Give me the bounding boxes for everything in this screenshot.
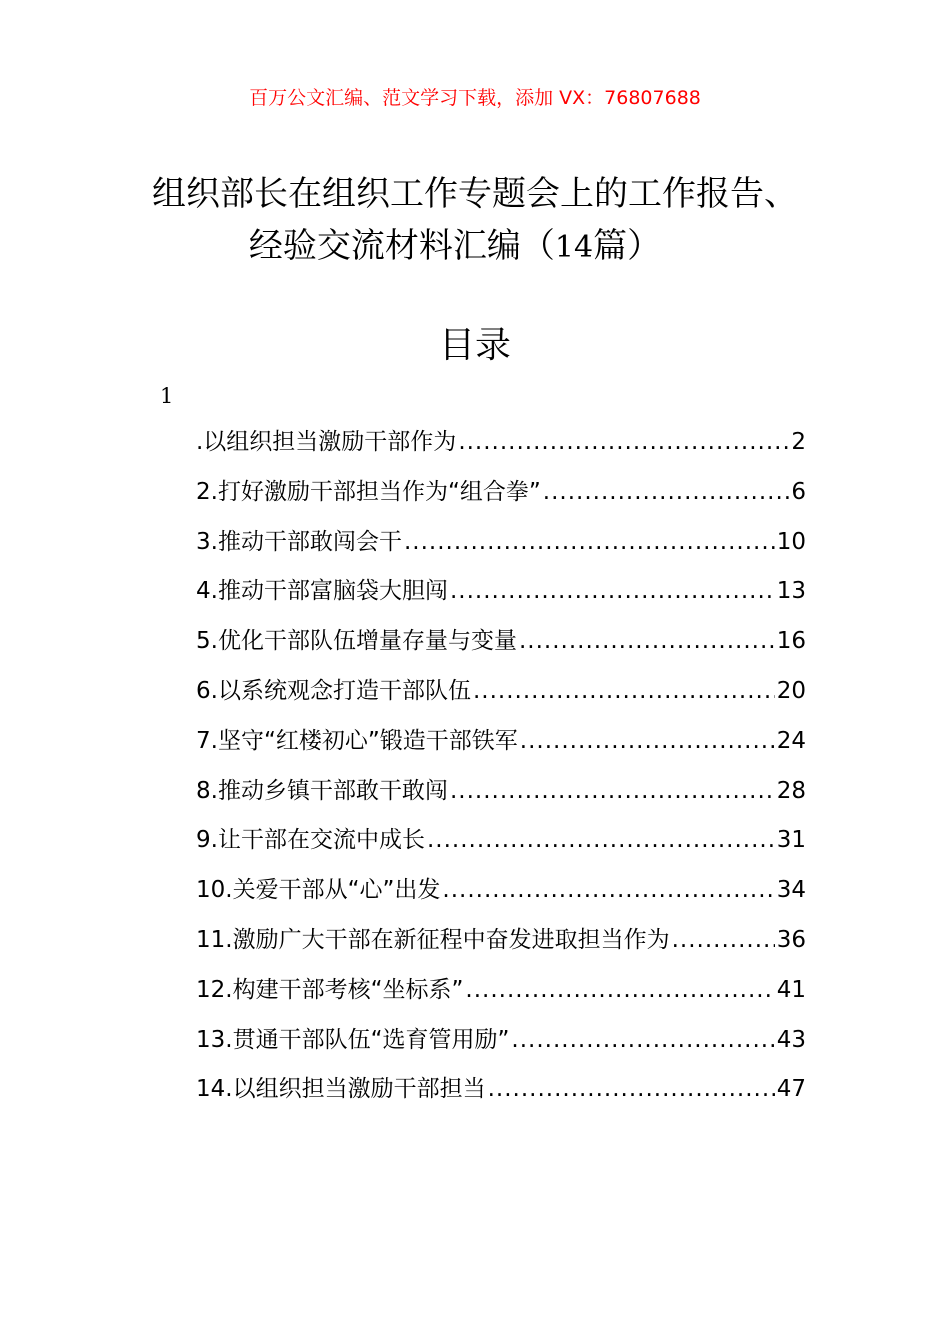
- title-line-1: 组织部长在组织工作专题会上的工作报告、: [152, 174, 798, 214]
- toc-dot-leader: [450, 567, 775, 617]
- toc-dot-leader: [404, 518, 775, 568]
- toc-entry-page: 6: [791, 478, 806, 505]
- toc-entry-title: 11.激励广大干部在新征程中奋发进取担当作为: [196, 926, 670, 953]
- toc-entry-title: 10.关爱干部从“心”出发: [196, 877, 441, 904]
- title-line-2: [0, 220, 950, 274]
- toc-dot-leader: [488, 1065, 775, 1115]
- page-marker: 1: [160, 384, 174, 408]
- title-line-2-suffix: 篇）: [593, 226, 662, 266]
- toc-entry-title: 14.以组织担当激励干部担当: [196, 1076, 486, 1103]
- toc-entry[interactable]: [196, 667, 806, 717]
- toc-dot-leader: [442, 866, 774, 916]
- toc-dot-leader: [520, 717, 775, 767]
- toc-dot-leader: [473, 667, 775, 717]
- table-of-contents: [196, 418, 806, 1115]
- toc-entry-title: 3.推动干部敢闯会干: [196, 528, 402, 555]
- toc-dot-leader: [519, 617, 775, 667]
- toc-dot-leader: [511, 1016, 774, 1066]
- toc-entry-title: 13.贯通干部队伍“选育管用励”: [196, 1026, 510, 1053]
- toc-entry-title: 6.以系统观念打造干部队伍: [196, 677, 471, 704]
- toc-entry[interactable]: [196, 1016, 806, 1066]
- toc-entry[interactable]: [196, 1065, 806, 1115]
- toc-heading: 目录: [438, 325, 511, 366]
- toc-entry-page: 24: [776, 727, 806, 754]
- toc-entry-page: 2: [791, 429, 806, 455]
- toc-entry-title: 4.推动干部富脑袋大胆闯: [196, 578, 448, 605]
- toc-dot-leader: [458, 418, 789, 468]
- toc-entry-page: 34: [776, 877, 806, 904]
- toc-dot-leader: [450, 767, 775, 817]
- toc-entry-title: 7.坚守“红楼初心”锻造干部铁军: [196, 727, 518, 754]
- header-note: 百万公文汇编、范文学习下载，添加 VX：76807688: [249, 87, 701, 109]
- toc-dot-leader: [543, 468, 790, 518]
- title-article-count: 14: [554, 230, 594, 265]
- toc-dot-leader: [427, 816, 775, 866]
- toc-entry-page: 36: [776, 926, 806, 953]
- toc-entry-title: 12.构建干部考核“坐标系”: [196, 976, 464, 1003]
- toc-entry-page: 20: [776, 677, 806, 704]
- toc-entry-page: 47: [776, 1076, 806, 1103]
- toc-entry[interactable]: [196, 617, 806, 667]
- toc-entry-page: 16: [776, 628, 806, 655]
- toc-entry-page: 28: [776, 777, 806, 804]
- toc-entry-title: 5.优化干部队伍增量存量与变量: [196, 628, 517, 655]
- toc-dot-leader: [465, 966, 774, 1016]
- toc-entry[interactable]: [196, 418, 806, 468]
- toc-entry-title: 9.让干部在交流中成长: [196, 827, 425, 854]
- toc-entry[interactable]: [196, 518, 806, 568]
- toc-entry-title: 2.打好激励干部担当作为“组合拳”: [196, 478, 541, 505]
- toc-entry[interactable]: [196, 717, 806, 767]
- toc-entry[interactable]: [196, 767, 806, 817]
- toc-entry[interactable]: [196, 916, 806, 966]
- toc-entry-page: 13: [776, 578, 806, 605]
- toc-entry-page: 31: [776, 827, 806, 854]
- toc-entry[interactable]: [196, 816, 806, 866]
- toc-entry[interactable]: [196, 567, 806, 617]
- title-line-2-prefix: 经验交流材料汇编（: [248, 226, 555, 266]
- toc-entry[interactable]: [196, 966, 806, 1016]
- toc-entry[interactable]: [196, 468, 806, 518]
- toc-entry-page: 43: [776, 1026, 806, 1053]
- toc-entry-title: .以组织担当激励干部作为: [196, 429, 457, 455]
- toc-entry-page: 41: [776, 976, 806, 1003]
- toc-entry-page: 10: [776, 528, 806, 555]
- toc-entry-title: 8.推动乡镇干部敢干敢闯: [196, 777, 448, 804]
- toc-entry[interactable]: [196, 866, 806, 916]
- toc-dot-leader: [672, 916, 775, 966]
- document-title: [0, 168, 950, 274]
